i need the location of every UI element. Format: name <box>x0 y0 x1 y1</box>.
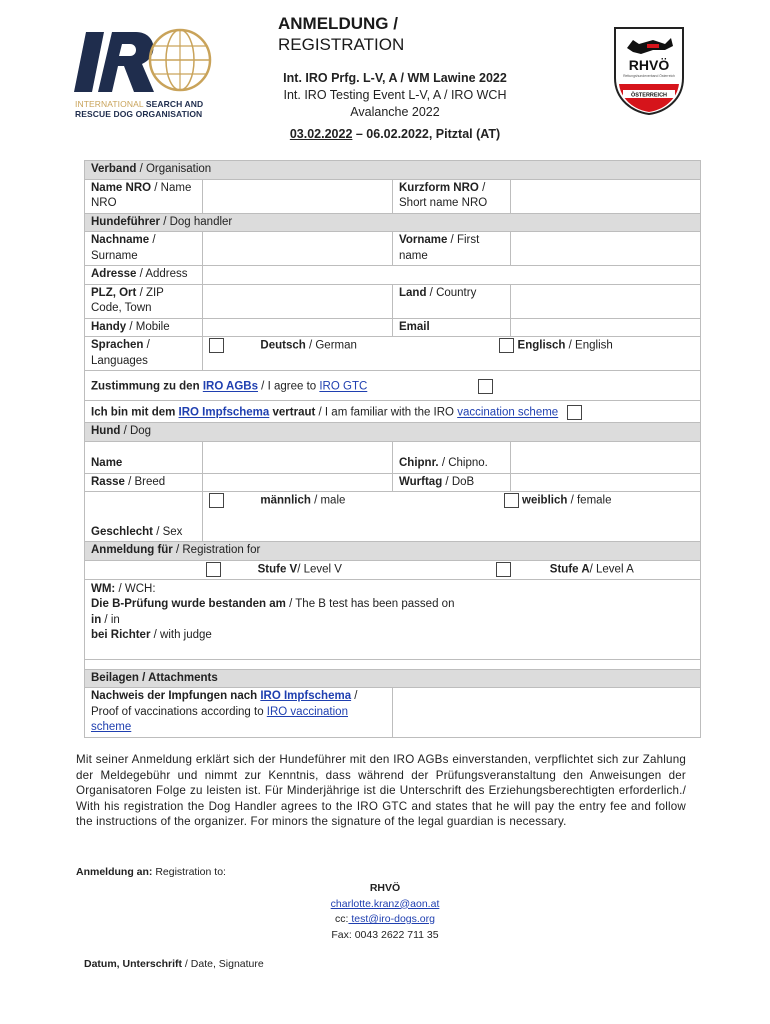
breed-field[interactable] <box>203 473 393 492</box>
section-dog-handler <box>85 213 701 232</box>
firstname-b: Vorname <box>399 234 448 246</box>
lang-de-b: Deutsch <box>260 339 306 352</box>
vacc-b1: Ich bin mit dem <box>91 406 179 419</box>
firstname-field[interactable] <box>511 232 701 266</box>
registration-to-r: Registration to: <box>152 866 226 878</box>
row-vaccination <box>85 401 701 423</box>
country-r: / Country <box>426 286 477 299</box>
consent-link-gtc[interactable]: IRO GTC <box>319 380 368 393</box>
handler-head-b: Hundeführer <box>91 215 160 228</box>
row-address <box>85 266 701 285</box>
breed-b: Rasse <box>91 475 125 488</box>
sex-b: Geschlecht <box>91 525 153 538</box>
iro-caption-light: INTERNATIONAL <box>75 99 144 109</box>
lang-en-b: Englisch <box>517 339 566 352</box>
iro-caption-dark1: SEARCH AND <box>145 99 204 109</box>
lang-en-checkbox[interactable] <box>499 338 514 353</box>
section-organisation <box>85 161 701 180</box>
event-date-start: 03.02.2022 <box>289 127 353 141</box>
btest-r: / The B test has been passed on <box>285 598 455 611</box>
firstname-r: / First name <box>399 234 480 262</box>
row-wm <box>85 579 701 659</box>
registration-to-b: Anmeldung an: <box>76 866 153 878</box>
dob-field[interactable] <box>511 473 701 492</box>
dob-r: / DoB <box>442 475 475 488</box>
reg-head-b: Anmeldung für <box>91 544 173 557</box>
sex-r: / Sex <box>153 525 183 538</box>
address-r: / Address <box>136 268 188 280</box>
name-nro-b: Name NRO <box>91 181 152 194</box>
lang-de-r: / German <box>305 339 357 352</box>
dog-name-b: Name <box>91 457 123 470</box>
event-line-2: Int. IRO Testing Event L-V, A / IRO WCH <box>283 88 507 102</box>
level-a-b: Stufe A <box>549 563 590 576</box>
breed-r: / Breed <box>124 475 166 488</box>
level-a-r: / Level A <box>589 563 634 576</box>
zip-r: / ZIP Code, Town <box>91 286 164 314</box>
level-a-checkbox[interactable] <box>496 562 511 577</box>
country-field[interactable] <box>511 284 701 318</box>
row-zip <box>85 284 701 318</box>
female-r: / female <box>567 494 612 507</box>
event-line-1: Int. IRO Prfg. L-V, A / WM Lawine 2022 <box>283 71 507 85</box>
event-line-3: Avalanche 2022 <box>350 105 440 119</box>
name-nro-r: / Name NRO <box>91 181 192 209</box>
address-b: Adresse <box>91 268 137 280</box>
country-b: Land <box>399 286 427 299</box>
registration-form <box>84 160 700 738</box>
contact-cc-label: cc: <box>335 913 349 925</box>
male-checkbox[interactable] <box>209 493 224 508</box>
contact-block <box>270 881 500 943</box>
vacc-r1: / I am familiar with the IRO <box>315 406 458 419</box>
row-dog-name <box>85 441 701 473</box>
female-checkbox[interactable] <box>504 493 519 508</box>
name-nro-field[interactable] <box>203 179 393 213</box>
consent-b1: Zustimmung zu den <box>91 380 203 393</box>
row-level <box>85 560 701 579</box>
vacc-proof-b1: Nachweis der Impfungen nach <box>91 690 261 703</box>
reg-head-r: / Registration for <box>172 544 261 557</box>
org-head-b: Verband <box>91 163 137 175</box>
row-breed <box>85 473 701 492</box>
dog-head-b: Hund <box>91 425 121 438</box>
row-sex <box>85 492 701 542</box>
chip-field[interactable] <box>511 441 701 473</box>
languages-r: / Languages <box>91 339 150 367</box>
signature-b: Datum, Unterschrift <box>84 958 183 970</box>
mobile-b: Handy <box>91 320 127 333</box>
registration-to <box>76 866 226 878</box>
judge-r: / with judge <box>150 629 212 642</box>
dob-b: Wurftag <box>399 475 443 488</box>
wm-r: / WCH: <box>115 582 156 595</box>
section-registration-for <box>85 542 701 561</box>
vacc-link-scheme[interactable]: vaccination scheme <box>457 406 559 419</box>
mobile-field[interactable] <box>203 318 393 337</box>
judge-b: bei Richter <box>91 629 151 642</box>
male-b: männlich <box>260 494 311 507</box>
level-v-checkbox[interactable] <box>206 562 221 577</box>
title-en: REGISTRATION <box>278 35 405 54</box>
vacc-checkbox[interactable] <box>567 405 582 420</box>
vacc-link-impfschema[interactable]: IRO Impfschema <box>178 406 270 419</box>
consent-link-agb[interactable]: IRO AGBs <box>202 380 258 393</box>
vacc-proof-field[interactable] <box>393 688 701 738</box>
consent-checkbox[interactable] <box>478 379 493 394</box>
row-spacer <box>85 659 701 669</box>
chip-b: Chipnr. <box>399 457 439 470</box>
dog-head-r: / Dog <box>120 425 152 438</box>
female-b: weiblich <box>522 494 568 507</box>
vacc-proof-r1: / Proof of vaccinations according to <box>91 690 358 718</box>
male-r: / male <box>310 494 346 507</box>
rhvo-logo <box>613 26 685 116</box>
page-title <box>278 14 404 55</box>
dog-name-field[interactable] <box>203 441 393 473</box>
surname-r: / Surname <box>91 234 156 262</box>
declaration-paragraph: Mit seiner Anmeldung erklärt sich der Hundeführer mit den IRO AGBs einverstanden, verpflichtet sich zur Zahlung der Meldegebühr und nimmt zur Kenntnis, dass während der Prüfungsveranstaltung den Anweisungen der Organisatoren Folge zu leisten ist. Für Minderjährige ist die Unterschrift des Erziehungsberechtigten erforderlich./ With his registration the Dog Handler agrees to the IRO GTC and states that he will pay the entry fee and follow the instructions of the organizer. For minors the signature of the legal guardian is necessary. <box>76 753 686 829</box>
signature-line <box>84 958 264 970</box>
languages-b: Sprachen <box>91 339 144 351</box>
contact-org: RHVÖ <box>369 882 401 894</box>
short-nro-b: Kurzform NRO <box>399 181 479 194</box>
event-date <box>262 127 528 141</box>
handler-head-r: / Dog handler <box>160 215 233 228</box>
contact-fax: Fax: 0043 2622 711 35 <box>331 928 439 941</box>
row-languages <box>85 337 701 371</box>
iro-caption-dark2: RESCUE DOG ORGANISATION <box>75 109 203 119</box>
row-name-nro <box>85 179 701 213</box>
level-v-b: Stufe V <box>257 563 298 576</box>
surname-field[interactable] <box>203 232 393 266</box>
btest-b: Die B-Prüfung wurde bestanden am <box>91 598 286 611</box>
in-r: / in <box>101 613 120 626</box>
vacc-proof-link1[interactable]: IRO Impfschema <box>260 690 352 703</box>
row-surname <box>85 232 701 266</box>
rhvo-logo-name: RHVÖ <box>628 57 670 73</box>
form-table <box>84 160 701 738</box>
event-info <box>262 70 528 121</box>
vacc-proof-link2[interactable]: IRO vaccination scheme <box>91 705 348 734</box>
in-b: in <box>91 613 102 626</box>
email-field[interactable] <box>511 318 701 337</box>
signature-r: / Date, Signature <box>182 958 264 970</box>
mobile-r: / Mobile <box>126 320 170 333</box>
rhvo-logo-sub: Rettungshundeverband Österreich <box>623 74 675 78</box>
short-nro-field[interactable] <box>511 179 701 213</box>
email-b: Email <box>399 320 430 333</box>
org-head-r: / Organisation <box>136 163 212 175</box>
chip-r: / Chipno. <box>438 457 488 470</box>
rhvo-logo-country: ÖSTERREICH <box>630 92 668 99</box>
wm-b: WM: <box>91 582 116 595</box>
short-nro-r: / Short name NRO <box>399 181 488 209</box>
zip-b: PLZ, Ort <box>91 286 137 299</box>
row-consent <box>85 371 701 401</box>
zip-field[interactable] <box>203 284 393 318</box>
vacc-b2: vertraut <box>269 406 316 419</box>
row-mobile <box>85 318 701 337</box>
lang-de-checkbox[interactable] <box>209 338 224 353</box>
iro-caption <box>75 99 203 119</box>
section-attachments <box>85 669 701 688</box>
row-vacc-proof <box>85 688 701 738</box>
lang-en-r: / English <box>565 339 613 352</box>
contact-email-link[interactable]: charlotte.kranz@aon.at <box>330 897 440 910</box>
title-de: ANMELDUNG / <box>278 14 398 33</box>
attach-head-b: Beilagen / Attachments <box>91 671 218 684</box>
address-field[interactable] <box>203 266 701 285</box>
consent-r1: / I agree to <box>257 380 320 393</box>
contact-cc-link[interactable]: test@iro-dogs.org <box>348 913 435 925</box>
event-date-rest: – 06.02.2022, Pitztal (AT) <box>352 127 501 141</box>
surname-b: Nachname <box>91 234 150 246</box>
section-dog <box>85 423 701 442</box>
level-v-r: / Level V <box>297 563 342 576</box>
